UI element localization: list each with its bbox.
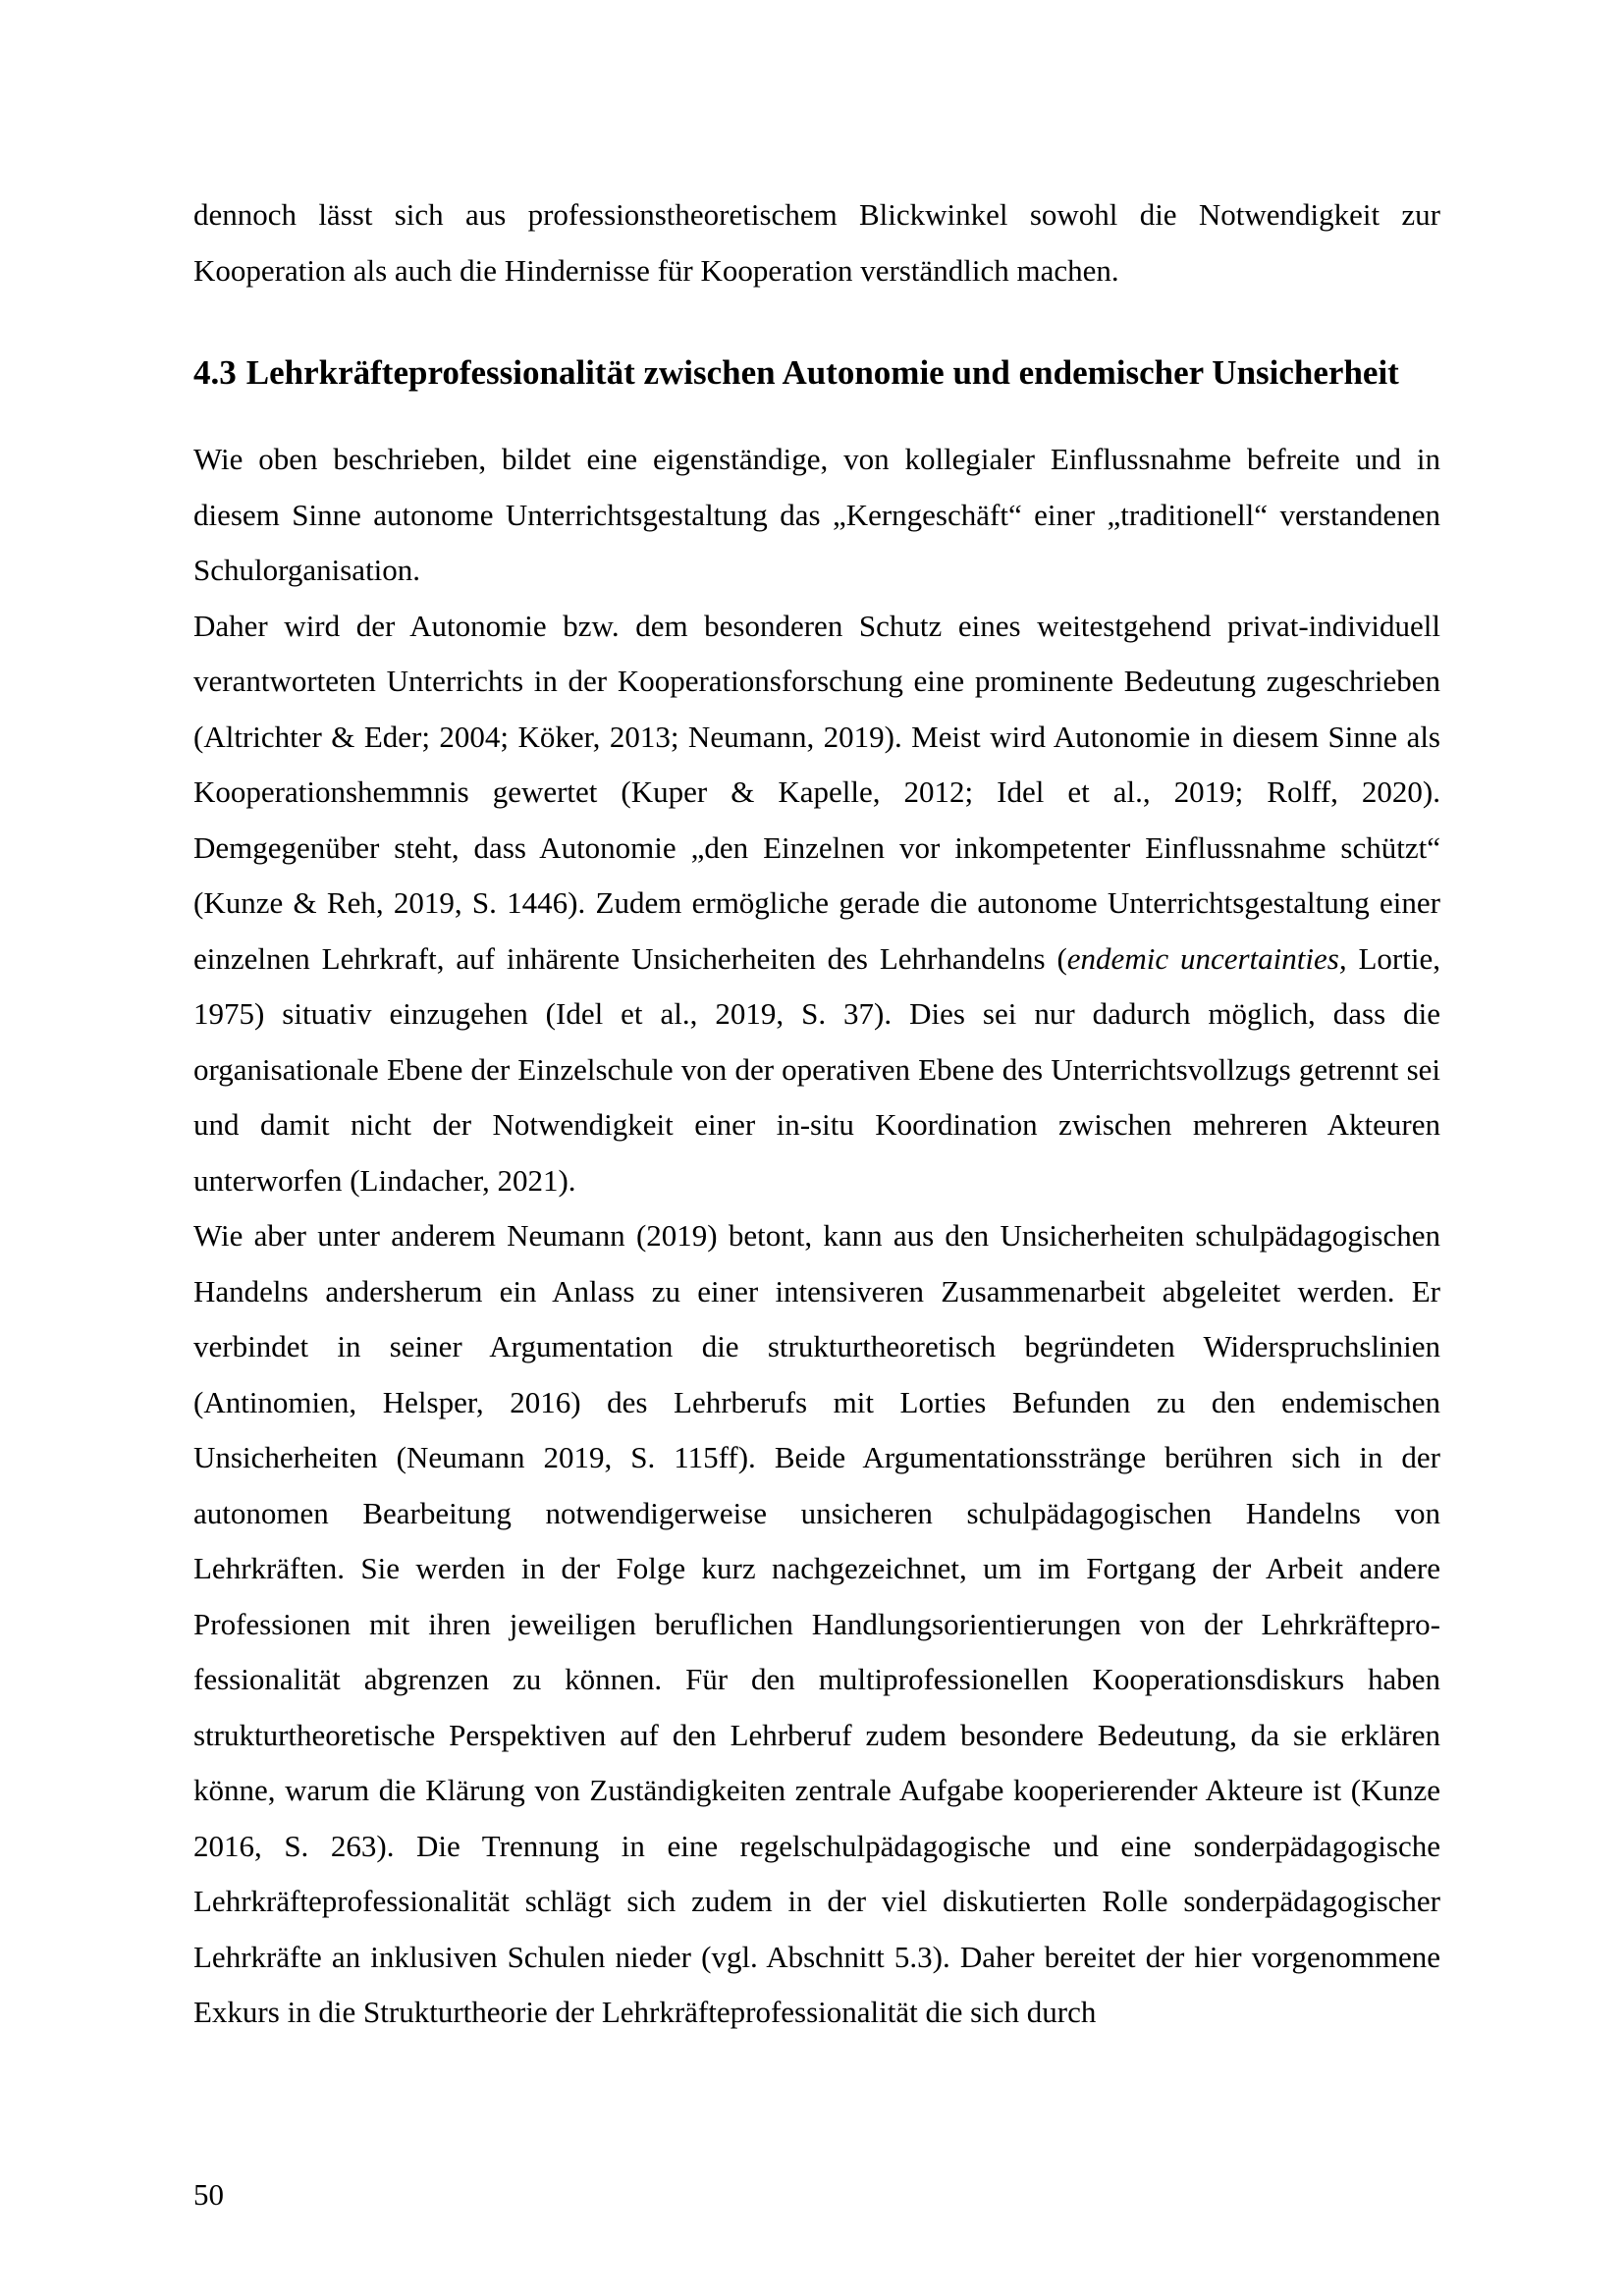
page-number: 50	[193, 2177, 224, 2212]
paragraph-autonomy-research	[193, 599, 1440, 1209]
intro-paragraph: dennoch lässt sich aus professionstheoretischem Blickwinkel sowohl die Notwendigkeit zur Kooperation als auch die Hindernisse für Kooperation verständlich machen.	[193, 197, 1440, 288]
section-title: Lehrkräfteprofessionalität zwischen Autonomie und endemischer Unsicherheit	[245, 353, 1399, 392]
section-heading	[193, 349, 1440, 397]
paragraph-uncertainty: Wie aber unter anderem Neumann (2019) betont, kann aus den Unsicherheiten schulpädagogischen Handelns andersherum ein Anlass zu einer intensiveren Zusammenarbeit abgeleitet werden. Er verbindet in seiner Argumentation die strukturtheoretisch begründeten Widerspruchslinien (Antinomien, Helsper, 2016) des Lehrberufs mit Lorties Befunden zu den endemischen Unsicherheiten (Neumann 2019, S. 115ff). Beide Argumentationsstränge berühren sich in der autonomen Bearbeitung notwendigerweise unsicheren schulpädagogischen Handelns von Lehrkräften. Sie werden in der Folge kurz nachgezeichnet, um im Fortgang der Arbeit andere Professionen mit ihren jeweiligen beruflichen Handlungsorientierungen von der Lehrkräfteprofessionalität abgrenzen zu können. Für den multiprofessionellen Kooperationsdiskurs haben strukturtheoretische Perspektiven auf den Lehrberuf zudem besondere Bedeutung, da sie erklären könne, warum die Klärung von Zuständigkeiten zentrale Aufgabe kooperierender Akteure ist (Kunze 2016, S. 263). Die Trennung in eine regelschulpädagogische und eine sonderpädagogische Lehrkräfteprofessionalität schlägt sich zudem in der viel diskutierten Rolle sonderpädagogischer Lehrkräfte an inklusiven Schulen nieder (vgl. Abschnitt 5.3). Daher bereitet der hier vorgenommene Exkurs in die Strukturtheorie der Lehrkräfteprofessionalität die sich durch	[193, 1218, 1440, 2029]
paragraph-text-part-a: Daher wird der Autonomie bzw. dem besonderen Schutz eines weitestgehend privat-individuell verantworteten Unterrichts in der Kooperationsforschung eine prominente Bedeutung zugeschrieben (Altrichter & Eder; 2004; Köker, 2013; Neumann, 2019). Meist wird Autonomie in diesem Sinne als Kooperationshemmnis gewertet (Kuper & Kapelle, 2012; Idel et al., 2019; Rolff, 2020). Demgegenüber steht, dass Autonomie „den Einzelnen vor inkompetenter Einflussnahme schützt“ (Kunze & Reh, 2019, S. 1446). Zudem ermögliche gerade die autonome Unterrichtsgestaltung einer einzelnen Lehrkraft, auf inhärente Unsicherheiten des Lehrhandelns (	[193, 608, 1440, 976]
paragraph-autonomy-intro: Wie oben beschrieben, bildet eine eigenständige, von kollegialer Einflussnahme befreite und in diesem Sinne autonome Unterrichtsgestaltung das „Kerngeschäft“ einer „traditionell“ verstandenen Schulorganisation.	[193, 442, 1440, 587]
italic-term: endemic uncertainties,	[1066, 940, 1347, 976]
page-body	[193, 187, 1440, 2041]
section-number: 4.3	[193, 353, 237, 392]
paragraph-text-part-b: Lortie, 1975) situativ einzugehen (Idel et al., 2019, S. 37). Dies sei nur dadurch möglich, dass die organisationale Ebene der Einzelschule von der operativen Ebene des Unterrichtsvollzugs getrennt sei und damit nicht der Notwendigkeit einer in-situ Koordination zwischen mehreren Akteuren unterworfen (Lindacher, 2021).	[193, 940, 1440, 1198]
